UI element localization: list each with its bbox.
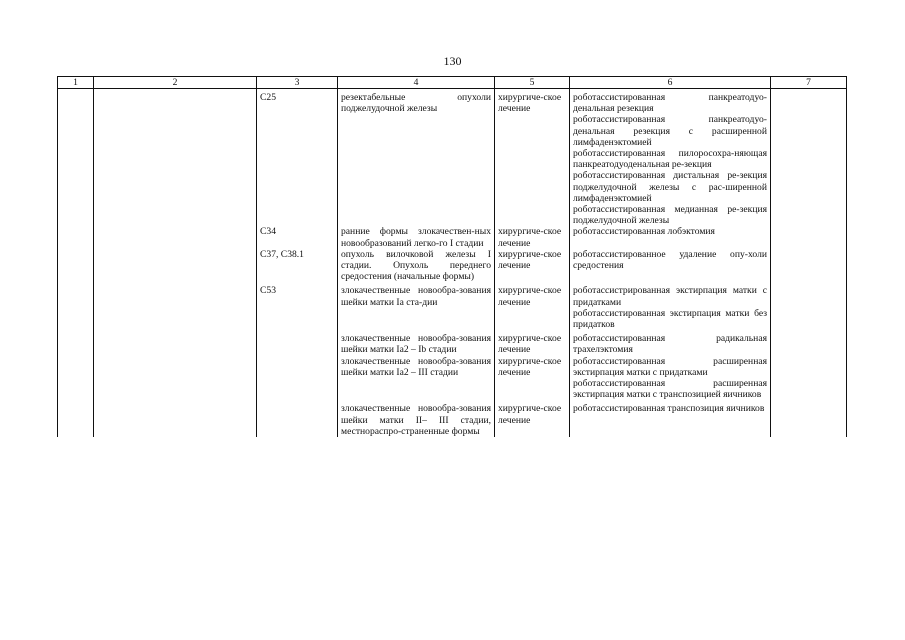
column-number-3: 3	[257, 77, 338, 89]
treatment-type: хирургиче-ское лечение	[495, 400, 570, 437]
method-item: роботассистированная транспозиция яичников	[573, 403, 765, 415]
treatment-type: хирургиче-ское лечение	[495, 282, 570, 330]
method-item: роботассистированная радикальная трахелэктомия	[573, 333, 767, 356]
cell-col2	[94, 249, 257, 283]
cell-col2	[94, 330, 257, 355]
procedures-table	[57, 76, 847, 437]
cell-col1	[58, 226, 94, 248]
cell-col2	[94, 89, 257, 227]
cell-col7	[771, 330, 847, 355]
diagnosis-code: C37, C38.1	[257, 249, 338, 283]
method-list	[570, 249, 771, 283]
cell-col1	[58, 282, 94, 330]
method-list	[570, 89, 771, 227]
treatment-type: хирургиче-ское лечение	[495, 249, 570, 283]
method-item: роботассистированная дистальная ре-зекция поджелудочной железы с рас-ширенной лимфаденэктомией	[573, 170, 767, 204]
cell-col7	[771, 400, 847, 437]
page-number: 130	[443, 54, 462, 68]
cell-col7	[771, 249, 847, 283]
method-item: роботассистированная расширенная экстирпация матки с транспозицией яичников	[573, 378, 767, 401]
cell-col1	[58, 400, 94, 437]
diagnosis-code: C34	[257, 226, 338, 248]
diagnosis-code: C25	[257, 89, 338, 227]
header-row	[58, 77, 847, 89]
method-list	[570, 226, 771, 248]
column-number-2: 2	[94, 77, 257, 89]
method-list	[570, 356, 771, 401]
method-item: роботассистированная медианная ре-зекция поджелудочной железы	[573, 204, 767, 227]
column-number-6: 6	[570, 77, 771, 89]
cell-col7	[771, 226, 847, 248]
method-item: роботассистированная экстирпация матки без придатков	[573, 307, 767, 331]
table-row	[58, 249, 847, 283]
treatment-type: хирургиче-ское лечение	[495, 89, 570, 227]
method-list	[570, 282, 771, 330]
treatment-type: хирургиче-ское лечение	[495, 330, 570, 355]
method-item: роботассистрированная экстирпация матки с придатками	[573, 285, 767, 308]
method-item: роботассистированная панкреатодуо-денальная резекция с расширенной лимфаденэктомией	[573, 114, 767, 148]
column-number-1: 1	[58, 77, 94, 89]
diagnosis-code: C53	[257, 282, 338, 330]
diagnosis-code	[257, 356, 338, 401]
cell-col7	[771, 356, 847, 401]
method-item: роботассистированная расширенная экстирпация матки с придатками	[573, 355, 767, 378]
table-row	[58, 226, 847, 248]
treatment-type: хирургиче-ское лечение	[495, 226, 570, 248]
condition-text: ранние формы злокачествен-ных новообразований легко-го I стадии	[338, 226, 495, 248]
cell-col1	[58, 330, 94, 355]
cell-col2	[94, 356, 257, 401]
cell-col1	[58, 89, 94, 227]
table-row	[58, 330, 847, 355]
cell-col7	[771, 89, 847, 227]
condition-text: опухоль вилочковой железы I стадии. Опухоль переднего средостения (начальные формы)	[338, 249, 495, 283]
cell-col1	[58, 356, 94, 401]
table-row	[58, 89, 847, 227]
condition-text: злокачественные новообра-зования шейки матки Ia2 – Ib стадии	[338, 330, 495, 355]
table-row	[58, 282, 847, 330]
condition-text: злокачественные новообра-зования шейки матки Ia2 – III стадии	[338, 356, 495, 401]
cell-col2	[94, 226, 257, 248]
cell-col1	[58, 249, 94, 283]
condition-text: резектабельные опухоли поджелудочной железы	[338, 89, 495, 227]
method-item: роботассистированная пилоросохра-няющая панкреатодуоденальная ре-зекция	[573, 148, 767, 171]
method-item: роботассистированная лобэктомия	[573, 226, 715, 238]
condition-text: злокачественные новообра-зования шейки матки Ia ста-дии	[338, 282, 495, 330]
diagnosis-code	[257, 400, 338, 437]
method-list	[570, 400, 771, 437]
diagnosis-code	[257, 330, 338, 355]
column-number-7: 7	[771, 77, 847, 89]
column-number-4: 4	[338, 77, 495, 89]
cell-col7	[771, 282, 847, 330]
condition-text: злокачественные новообра-зования шейки матки II– III стадии, местнораспро-страненные формы	[338, 400, 495, 437]
cell-col2	[94, 282, 257, 330]
cell-col2	[94, 400, 257, 437]
table-row	[58, 400, 847, 437]
treatment-type: хирургиче-ское лечение	[495, 356, 570, 401]
method-item: роботассистированное удаление опу-холи средостения	[573, 248, 767, 272]
column-number-5: 5	[495, 77, 570, 89]
table-row	[58, 356, 847, 401]
method-list	[570, 330, 771, 355]
method-item: роботассистированная панкреатодуо-денальная резекция	[573, 92, 767, 115]
